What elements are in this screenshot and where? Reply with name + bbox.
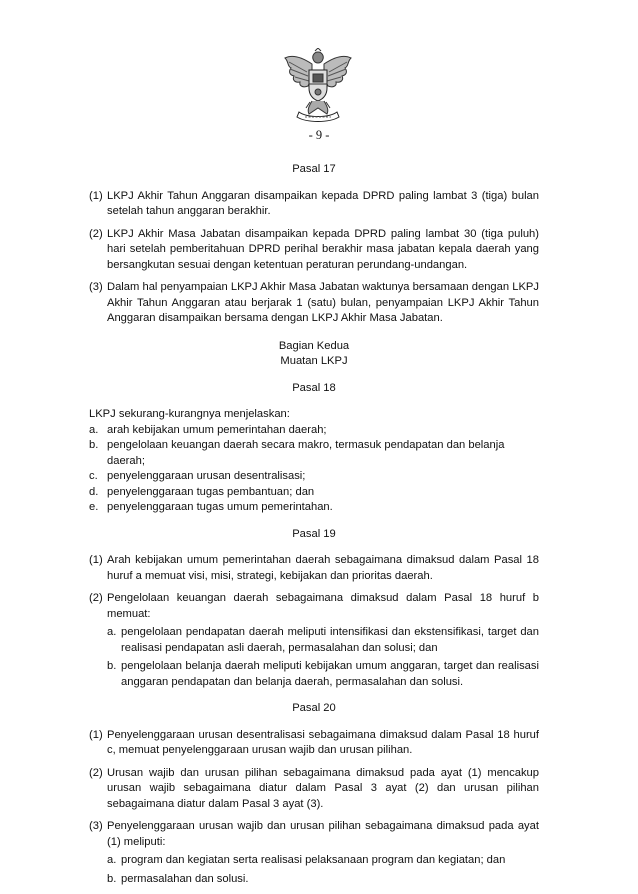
list-item — [89, 485, 539, 501]
item-text: Arah kebijakan umum pemerintahan daerah sebagaimana dimaksud dalam Pasal 18 huruf a memuat visi, misi, strategi, kebijakan dan prioritas daerah. — [107, 554, 539, 582]
section-title: Bagian Kedua — [278, 339, 350, 352]
item-text: arah kebijakan umum pemerintahan daerah; — [107, 423, 327, 436]
pasal-17-items — [89, 189, 539, 327]
item-number: (3) — [89, 281, 103, 293]
pasal-17-title: Pasal 17 — [292, 163, 336, 175]
sub-item-text: pengelolaan pendapatan daerah meliputi intensifikasi dan ekstensifikasi, target dan realisasi pendapatan asli daerah, permasalahan dan solusi; dan — [121, 626, 539, 654]
sub-item-letter: b. — [107, 660, 117, 672]
item-letter: c. — [89, 470, 98, 482]
item-number: (2) — [89, 766, 103, 779]
pasal-19-item — [89, 591, 539, 690]
item-number: (1) — [89, 728, 103, 741]
item-number: (1) — [89, 189, 103, 202]
list-item — [89, 469, 539, 485]
sub-item — [107, 853, 539, 869]
item-letter: e. — [89, 501, 99, 513]
pasal-19-item — [89, 553, 539, 584]
item-text: LKPJ Akhir Masa Jabatan disampaikan kepada DPRD paling lambat 30 (tiga puluh) hari setelah pemberitahuan DPRD perihal berakhir masa jabatan kepala daerah yang bersangkutan sesuai dengan ketentuan peraturan perundang-undangan. — [107, 227, 539, 271]
item-text: Dalam hal penyampaian LKPJ Akhir Masa Jabatan waktunya bersamaan dengan LKPJ Akhir Tahun Anggaran atau berjarak 1 (satu) bulan, penyampaian LKPJ Akhir Tahun Anggaran disampaikan bersama dengan LKPJ Akhir Masa Jabatan. — [107, 281, 539, 324]
sub-item-letter: a. — [107, 854, 117, 866]
sub-item-text: permasalahan dan solusi. — [121, 872, 249, 885]
item-number: (2) — [89, 227, 103, 240]
item-text: pengelolaan keuangan daerah secara makro, termasuk pendapatan dan belanja daerah; — [107, 439, 505, 467]
item-text: penyelenggaraan urusan desentralisasi; — [107, 470, 306, 482]
item-letter: a. — [89, 423, 99, 436]
sub-item-letter: b. — [107, 872, 117, 885]
pasal-18-intro: LKPJ sekurang-kurangnya menjelaskan: — [89, 408, 290, 420]
pasal-17-item — [89, 189, 539, 220]
sub-item-text: program dan kegiatan serta realisasi pelaksanaan program dan kegiatan; dan — [121, 854, 506, 866]
item-text: Urusan wajib dan urusan pilihan sebagaimana dimaksud pada ayat (1) mencakup urusan wajib sebagaimana diatur dalam Pasal 3 ayat (2) dan urusan pilihan sebagaimana diatur dalam Pasal 3 ayat (3). — [107, 766, 539, 810]
item-text: LKPJ Akhir Tahun Anggaran disampaikan kepada DPRD paling lambat 3 (tiga) bulan setelah tahun anggaran berakhir. — [107, 189, 539, 217]
list-item — [89, 423, 539, 439]
pasal-17-item — [89, 227, 539, 274]
pasal-20-item — [89, 728, 539, 759]
item-letter: d. — [89, 485, 99, 498]
document-body — [89, 162, 539, 894]
page-number: - 9 - — [308, 128, 330, 142]
item-text: Penyelenggaraan urusan desentralisasi sebagaimana dimaksud dalam Pasal 18 huruf c, memuat penyelenggaraan urusan wajib dan urusan pilihan. — [107, 728, 539, 756]
item-text: Pengelolaan keuangan daerah sebagaimana dimaksud dalam Pasal 18 huruf b memuat: — [107, 592, 539, 620]
sub-item — [107, 659, 539, 690]
item-number: (1) — [89, 554, 103, 566]
pasal-18-title: Pasal 18 — [292, 381, 336, 394]
pasal-20-title: Pasal 20 — [292, 702, 336, 714]
sub-item — [107, 872, 539, 888]
pasal-17-item — [89, 280, 539, 327]
pasal-20-item — [89, 766, 539, 813]
item-text: Penyelenggaraan urusan wajib dan urusan pilihan sebagaimana dimaksud pada ayat (1) meliputi: — [107, 820, 539, 848]
garuda-pancasila-icon — [281, 48, 355, 124]
pasal-20-item — [89, 819, 539, 887]
item-letter: b. — [89, 439, 99, 451]
item-text: penyelenggaraan tugas umum pemerintahan. — [107, 501, 333, 513]
sub-item — [107, 625, 539, 656]
item-text: penyelenggaraan tugas pembantuan; dan — [107, 485, 315, 498]
pasal-19-title: Pasal 19 — [292, 527, 336, 540]
section-subtitle: Muatan LKPJ — [280, 355, 348, 367]
item-number: (2) — [89, 592, 103, 604]
sub-item-text: pengelolaan belanja daerah meliputi kebijakan umum anggaran, target dan realisasi anggaran pendapatan dan belanja daerah, permasalahan dan solusi. — [121, 660, 539, 688]
list-item — [89, 500, 539, 516]
item-number: (3) — [89, 820, 103, 832]
list-item — [89, 438, 539, 469]
sub-item-letter: a. — [107, 626, 117, 638]
